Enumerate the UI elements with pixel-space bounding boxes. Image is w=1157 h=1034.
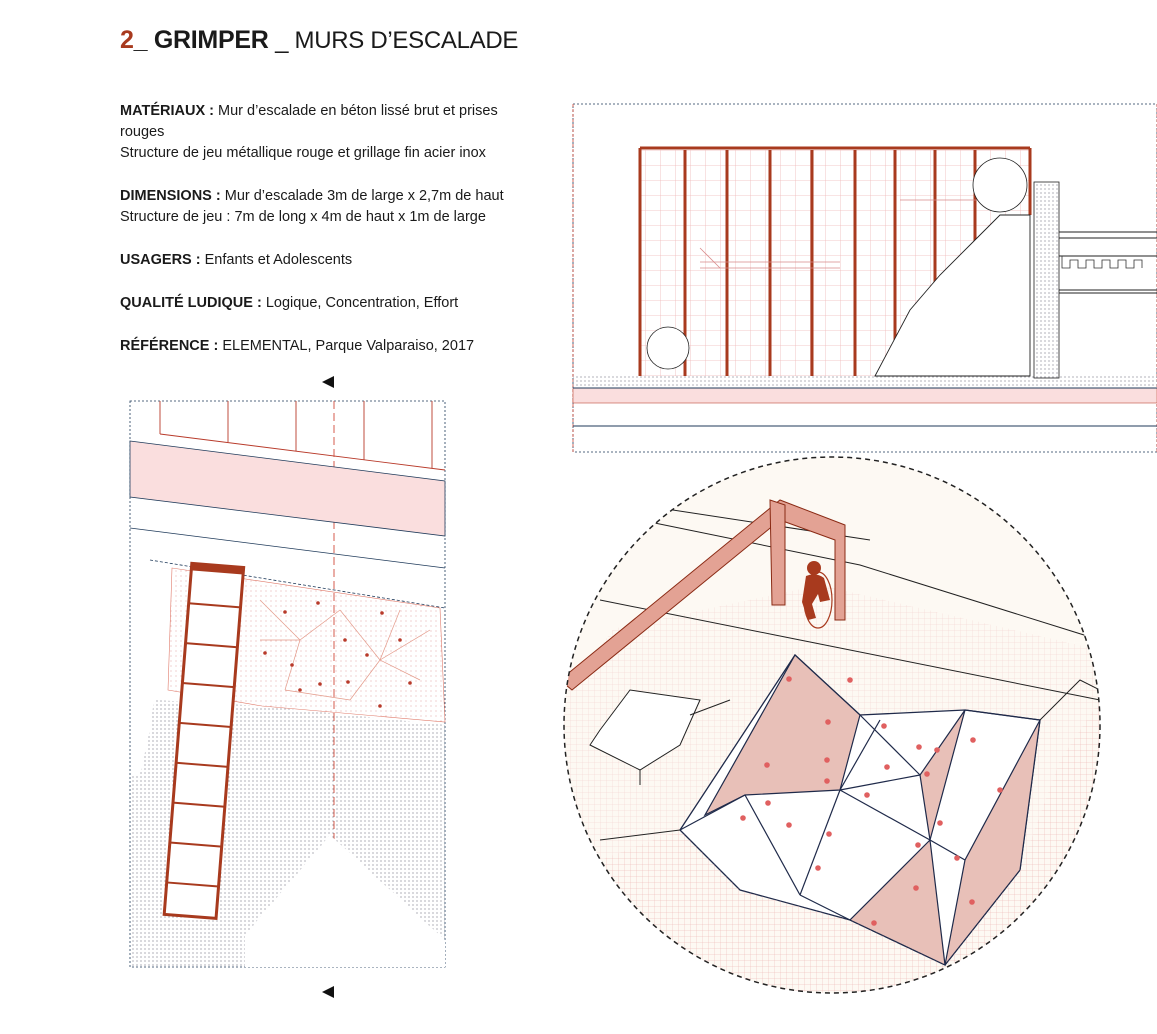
title-sub: _ MURS D’ESCALADE [275,27,519,54]
reference-value: ELEMENTAL, Parque Valparaiso, 2017 [222,338,475,354]
title-main: GRIMPER [153,26,269,54]
dimensions-line1: Mur d’escalade 3m de large x 2,7m de haut [224,188,504,204]
dimensions-line2: Structure de jeu : 7m de long x 4m de haut x 1m de large [120,209,486,225]
materiaux-line2: rouges [120,124,165,140]
reference-label: RÉFÉRENCE : [120,338,219,354]
usagers-value: Enfants et Adolescents [204,252,353,268]
qualite-value: Logique, Concentration, Effort [265,295,459,311]
dimensions-label: DIMENSIONS : [120,188,221,204]
title-separator: _ [133,26,148,54]
title-number: 2 [120,26,134,54]
usagers-label: USAGERS : [120,252,201,268]
qualite-label: QUALITÉ LUDIQUE : [120,295,262,311]
materiaux-line3: Structure de jeu métallique rouge et grillage fin acier inox [120,145,486,161]
materiaux-label: MATÉRIAUX : [120,103,214,119]
materiaux-line1: Mur d’escalade en béton lissé brut et prises [218,103,498,119]
